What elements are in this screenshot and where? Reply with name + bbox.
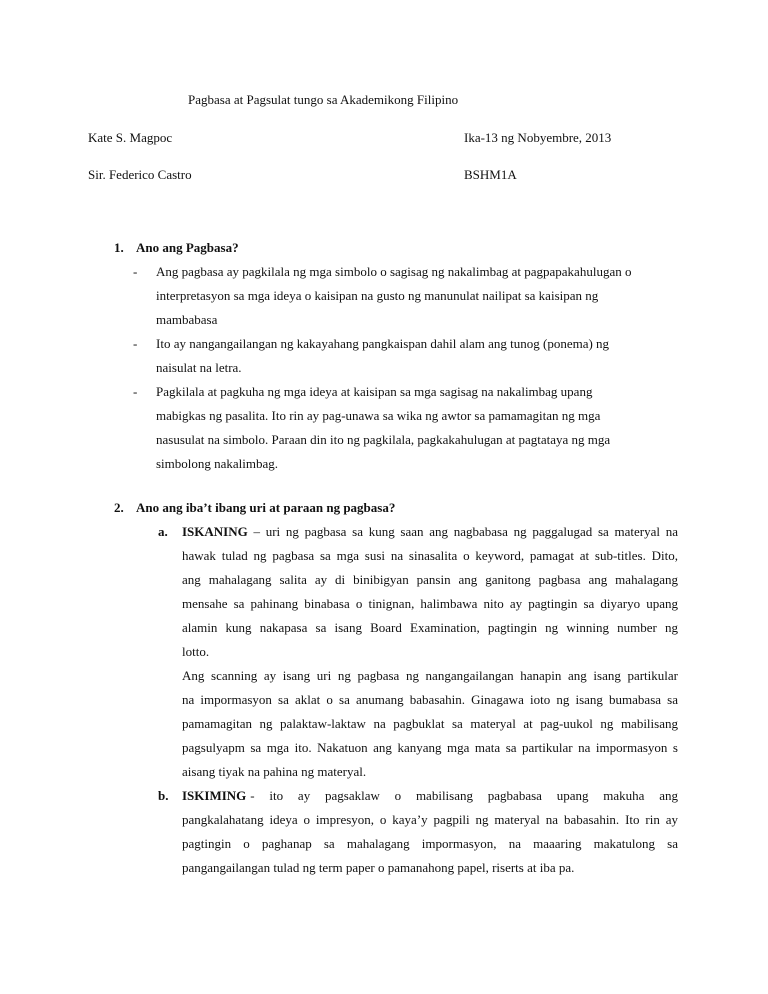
bullet-dash: - [133, 336, 138, 351]
q2a-line: Ang scanning ay isang uri ng pagbasa ng nangangailangan hanapin ang isang partikular [182, 668, 678, 683]
q2a-line: pamamagitan ng palaktaw-laktaw na pagbuklat sa materyal at pag-uukol ng mabilisang [182, 716, 678, 731]
q1-bullet3-line: mabigkas ng pasalita. Ito rin ay pag-unawa sa wika ng awtor sa pamamagitan ng mga [156, 408, 601, 423]
q2a-line: na impormasyon sa aklat o sa anumang babasahin. Ginagawa ioto ng isang bumabasa sa [182, 692, 678, 707]
q2b-term: ISKIMING [182, 788, 247, 803]
q1-bullet3-line: Pagkilala at pagkuha ng mga ideya at kaisipan sa mga sagisag na nakalimbag upang [156, 384, 593, 399]
document-date: Ika-13 ng Nobyembre, 2013 [464, 130, 612, 145]
bullet-dash: - [133, 384, 138, 399]
q1-number: 1. [114, 240, 124, 255]
q2a-letter: a. [158, 524, 168, 539]
document-title: Pagbasa at Pagsulat tungo sa Akademikong Filipino [188, 92, 459, 107]
q2a-line: aisang tiyak na pahina ng materyal. [182, 764, 367, 779]
q2a-line: mensahe sa pahinang binabasa o tinignan, halimbawa nito ay pagtingin sa diyaryo upang [182, 596, 678, 611]
bullet-dash: - [133, 264, 138, 279]
q2a-line: lotto. [182, 644, 210, 659]
q2b-first-line [182, 788, 678, 804]
q1-bullet2-line: Ito ay nangangailangan ng kakayahang pangkaispan dahil alam ang tunog (ponema) ng [156, 336, 610, 351]
q2b-line: pagtingin o paghanap sa mahalagang impormasyon, na maaaring makatulong sa [182, 836, 678, 851]
q2-number: 2. [114, 500, 124, 515]
q2a-line: hawak tulad ng pagbasa sa mga susi na sinasalita o keyword, pamagat at sub-titles. Dito, [182, 548, 678, 563]
q1-bullet1-line: mambabasa [156, 312, 218, 327]
q1-bullet2-line: naisulat na letra. [156, 360, 242, 375]
teacher-name: Sir. Federico Castro [88, 167, 192, 182]
q2b-first-rest: - ito ay pagsaklaw o mabilisang pagbabasa upang makuha ang [250, 788, 678, 803]
q1-bullet1-line: Ang pagbasa ay pagkilala ng mga simbolo o sagisag ng nakalimbag at pagpapakahulugan o [156, 264, 632, 279]
q2a-line: ang mahalagang salita ay di binibigyan pansin ang ganitong pagbasa ang mahalagang [182, 572, 678, 587]
q2a-term: ISKANING [182, 524, 248, 539]
q2-title: Ano ang iba’t ibang uri at paraan ng pagbasa? [136, 500, 396, 515]
q2b-line: pangangailangan tulad ng term paper o pamanahong papel, riserts at iba pa. [182, 860, 575, 875]
section-name: BSHM1A [464, 167, 517, 182]
q2a-line: pagsulyapm sa mga ito. Nakatuon ang kanyang mga mata sa partikular na impormasyon s [182, 740, 678, 755]
q2b-line: pangkalahatang ideya o impresyon, o kaya’y pagpili ng materyal na babasahin. Ito rin ay [182, 812, 678, 827]
q1-title: Ano ang Pagbasa? [136, 240, 239, 255]
q2a-first-rest: – uri ng pagbasa sa kung saan ang nagbabasa ng paggalugad sa materyal na [247, 524, 678, 539]
q2b-letter: b. [158, 788, 169, 803]
author-name: Kate S. Magpoc [88, 130, 173, 145]
q1-bullet3-line: nasusulat na simbolo. Paraan din ito ng pagkilala, pagkakahulugan at pagtataya ng mga [156, 432, 611, 447]
q2a-line: alamin kung nakapasa sa isang Board Examination, pagtingin ng winning number ng [182, 620, 678, 635]
q1-bullet3-line: simbolong nakalimbag. [156, 456, 279, 471]
q1-bullet1-line: interpretasyon sa mga ideya o kaisipan na gusto ng manunulat nailipat sa kaisipan ng [156, 288, 599, 303]
q2a-first-line [182, 524, 678, 540]
